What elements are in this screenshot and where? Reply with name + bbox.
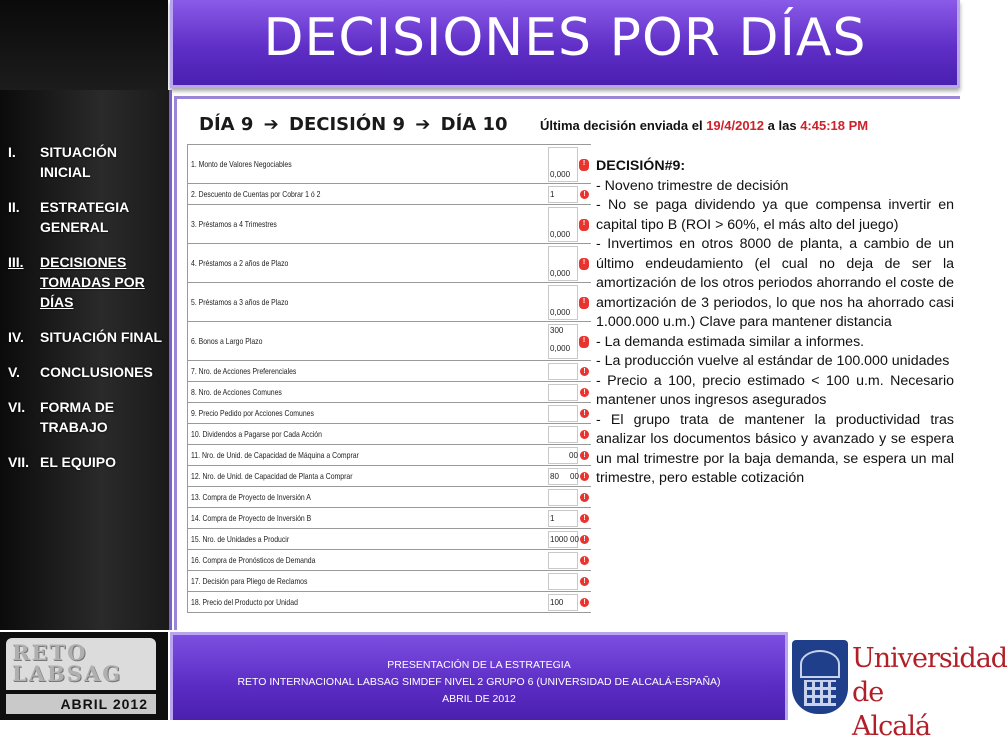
heading-decision: DECISIÓN 9 bbox=[289, 114, 405, 135]
reto-labsag-logo bbox=[0, 632, 168, 720]
heading-day-to: DÍA 10 bbox=[440, 114, 508, 135]
decision-line: - Noveno trimestre de decisión bbox=[596, 177, 789, 194]
form-row-label: 8. Nro. de Acciones Comunes bbox=[191, 386, 282, 397]
university-shield-icon bbox=[792, 640, 848, 714]
decision-title: DECISIÓN#9: bbox=[596, 158, 686, 174]
form-row-label: 14. Compra de Proyecto de Inversión B bbox=[191, 512, 312, 523]
last-decision-date: 19/4/2012 bbox=[706, 118, 765, 133]
alert-icon: ! bbox=[580, 535, 589, 544]
form-row bbox=[188, 592, 591, 613]
form-row-value: 0,000 bbox=[550, 170, 571, 179]
form-row-value: 1000 bbox=[550, 534, 568, 544]
sidebar-item-number: III. bbox=[8, 254, 24, 270]
form-row bbox=[188, 361, 591, 382]
form-row bbox=[188, 205, 591, 244]
corner-block bbox=[0, 0, 168, 90]
alert-icon: ! bbox=[580, 598, 589, 607]
decision-line: - Invertimos en otros 8000 de planta, a cambio de un último endeudamiento (el cual no deja de ser la amortización de los otros periodos ahorrando el coste de amortización de 3 periodos, lo que nos ha ahorrado casi 1.000.000 u.m.) Clave para mantener distancia bbox=[596, 236, 954, 330]
footer-bar bbox=[170, 632, 788, 720]
sidebar-item[interactable] bbox=[8, 362, 166, 382]
form-row-label: 6. Bonos a Largo Plazo bbox=[191, 335, 263, 346]
day-heading bbox=[199, 114, 508, 135]
sidebar-item-label: SITUACIÓN INICIAL bbox=[40, 144, 117, 180]
form-row-value: 1 bbox=[550, 189, 555, 199]
form-row-label: 11. Nro. de Unid. de Capacidad de Máquina a Comprar bbox=[191, 449, 359, 460]
logo-date: ABRIL 2012 bbox=[6, 694, 156, 714]
sidebar bbox=[0, 90, 172, 630]
last-decision-time: 4:45:18 PM bbox=[800, 118, 869, 133]
decision-line: - No se paga dividendo ya que compensa invertir en capital tipo B (ROI > 60%, el más alto del juego) bbox=[596, 197, 954, 233]
university-name bbox=[852, 642, 1007, 744]
logo-line-labsag: LABSAG bbox=[12, 661, 123, 686]
alert-icon: ! bbox=[580, 451, 589, 460]
form-row-value: 100 bbox=[550, 597, 564, 607]
form-row-value: 00 bbox=[569, 450, 578, 460]
form-row-input[interactable] bbox=[548, 489, 578, 506]
sidebar-item-label: EL EQUIPO bbox=[40, 454, 116, 470]
sidebar-item-label: ESTRATEGIA GENERAL bbox=[40, 199, 129, 235]
form-row-label: 18. Precio del Producto por Unidad bbox=[191, 596, 298, 607]
form-row bbox=[188, 184, 591, 205]
form-row-input[interactable] bbox=[548, 384, 578, 401]
form-row-label: 13. Compra de Proyecto de Inversión A bbox=[191, 491, 311, 502]
form-row-label: 16. Compra de Pronósticos de Demanda bbox=[191, 554, 316, 565]
sidebar-item[interactable] bbox=[8, 452, 166, 472]
form-row bbox=[188, 466, 591, 487]
form-row-label: 9. Precio Pedido por Acciones Comunes bbox=[191, 407, 314, 418]
form-row-value: 00 bbox=[570, 534, 579, 544]
sidebar-item-label: CONCLUSIONES bbox=[40, 364, 153, 380]
form-row-label: 5. Préstamos a 3 años de Plazo bbox=[191, 296, 289, 307]
alert-icon: ! bbox=[580, 388, 589, 397]
decision-form-screenshot bbox=[187, 144, 591, 613]
heading-day-from: DÍA 9 bbox=[199, 114, 254, 135]
form-row bbox=[188, 508, 591, 529]
form-row-label: 10. Dividendos a Pagarse por Cada Acción bbox=[191, 428, 322, 439]
alert-icon: ! bbox=[580, 367, 589, 376]
university-name-line-2: de Alcalá bbox=[852, 677, 931, 742]
arrow-right-icon: ➔ bbox=[263, 114, 279, 135]
form-row bbox=[188, 322, 591, 361]
sidebar-item-number: V. bbox=[8, 364, 20, 380]
alert-icon: ! bbox=[580, 472, 589, 481]
decision-lines bbox=[596, 177, 954, 489]
form-row bbox=[188, 403, 591, 424]
alert-icon: ! bbox=[579, 159, 589, 171]
sidebar-item-label: DECISIONES TOMADAS POR DÍAS bbox=[40, 254, 145, 310]
form-row-label: 4. Préstamos a 2 años de Plazo bbox=[191, 257, 289, 268]
form-row-input[interactable] bbox=[548, 405, 578, 422]
decision-notes bbox=[596, 157, 954, 489]
form-row-value: 0,000 bbox=[550, 269, 571, 278]
form-row-input[interactable] bbox=[548, 552, 578, 569]
last-decision-prefix: Última decisión enviada el bbox=[540, 118, 703, 133]
alert-icon: ! bbox=[580, 430, 589, 439]
sidebar-item-number: VII. bbox=[8, 454, 30, 470]
footer-line-1: PRESENTACIÓN DE LA ESTRATEGIA bbox=[387, 659, 571, 671]
form-row-value: 1 bbox=[550, 513, 555, 523]
sidebar-item[interactable] bbox=[8, 252, 166, 312]
alert-icon: ! bbox=[580, 190, 589, 199]
alert-icon: ! bbox=[580, 577, 589, 586]
form-row-label: 1. Monto de Valores Negociables bbox=[191, 158, 292, 169]
form-row-label: 15. Nro. de Unidades a Producir bbox=[191, 533, 290, 544]
sidebar-item-number: VI. bbox=[8, 399, 26, 415]
alert-icon: ! bbox=[579, 336, 589, 348]
sidebar-item[interactable] bbox=[8, 142, 166, 182]
alert-icon: ! bbox=[579, 297, 589, 309]
form-row-value: 00 bbox=[570, 471, 579, 481]
form-row-input[interactable] bbox=[548, 363, 578, 380]
sidebar-item[interactable] bbox=[8, 197, 166, 237]
form-row-input[interactable] bbox=[548, 426, 578, 443]
university-logo bbox=[790, 636, 1007, 742]
form-row-value: 0,000 bbox=[550, 344, 571, 353]
form-row-label: 12. Nro. de Unid. de Capacidad de Planta a Comprar bbox=[191, 470, 353, 481]
alert-icon: ! bbox=[579, 258, 589, 270]
form-row bbox=[188, 424, 591, 445]
form-row-value: 80 bbox=[550, 471, 559, 481]
form-row-label: 7. Nro. de Acciones Preferenciales bbox=[191, 365, 297, 376]
arrow-right-icon: ➔ bbox=[415, 114, 431, 135]
sidebar-item[interactable] bbox=[8, 397, 166, 437]
form-row bbox=[188, 244, 591, 283]
decision-line: - La demanda estimada similar a informes. bbox=[596, 333, 865, 350]
decision-line: - La producción vuelve al estándar de 100.000 unidades bbox=[596, 353, 950, 369]
content-panel bbox=[174, 96, 960, 630]
sidebar-item[interactable] bbox=[8, 327, 166, 347]
footer-line-3: ABRIL DE 2012 bbox=[442, 693, 516, 705]
form-row bbox=[188, 145, 591, 184]
form-row bbox=[188, 382, 591, 403]
page-title: DECISIONES POR DÍAS bbox=[263, 8, 867, 68]
university-name-line-1: Universidad bbox=[852, 643, 1007, 674]
form-row-value: 0,000 bbox=[550, 308, 571, 317]
form-row bbox=[188, 550, 591, 571]
form-row bbox=[188, 445, 591, 466]
sidebar-item-number: II. bbox=[8, 199, 20, 215]
sidebar-item-label: SITUACIÓN FINAL bbox=[40, 329, 163, 345]
decision-line: - Precio a 100, precio estimado < 100 u.m. Necesario mantener unos ingresos asegurados bbox=[596, 372, 954, 408]
sidebar-item-label: FORMA DE TRABAJO bbox=[40, 399, 115, 435]
form-row-input[interactable] bbox=[548, 573, 578, 590]
last-decision-info bbox=[540, 118, 868, 133]
form-row bbox=[188, 487, 591, 508]
alert-icon: ! bbox=[580, 556, 589, 565]
sidebar-item-number: I. bbox=[8, 144, 16, 160]
sidebar-nav bbox=[8, 142, 166, 487]
footer-line-2: RETO INTERNACIONAL LABSAG SIMDEF NIVEL 2 GRUPO 6 (UNIVERSIDAD DE ALCALÁ-ESPAÑA) bbox=[237, 676, 721, 688]
form-row bbox=[188, 571, 591, 592]
decision-line: - El grupo trata de mantener la productividad tras analizar los documentos básico y avanzado y se espera un mal trimestre por la baja demanda, se espera un mal trimestre, pero estable cotización bbox=[596, 411, 954, 486]
alert-icon: ! bbox=[580, 409, 589, 418]
form-row-label: 3. Préstamos a 4 Trimestres bbox=[191, 218, 277, 229]
alert-icon: ! bbox=[580, 514, 589, 523]
form-row bbox=[188, 529, 591, 550]
form-row-value: 0,000 bbox=[550, 230, 571, 239]
title-bar bbox=[170, 0, 960, 88]
last-decision-mid: a las bbox=[767, 118, 797, 133]
form-row bbox=[188, 283, 591, 322]
form-row-label: 17. Decisión para Pliego de Reclamos bbox=[191, 575, 308, 586]
logo-text bbox=[6, 638, 156, 690]
logo-line-reto: RETO bbox=[12, 640, 88, 665]
form-row-label: 2. Descuento de Cuentas por Cobrar 1 ó 2 bbox=[191, 188, 321, 199]
form-row-value: 300 bbox=[550, 326, 564, 335]
alert-icon: ! bbox=[580, 493, 589, 502]
sidebar-item-number: IV. bbox=[8, 329, 24, 345]
alert-icon: ! bbox=[579, 219, 589, 231]
